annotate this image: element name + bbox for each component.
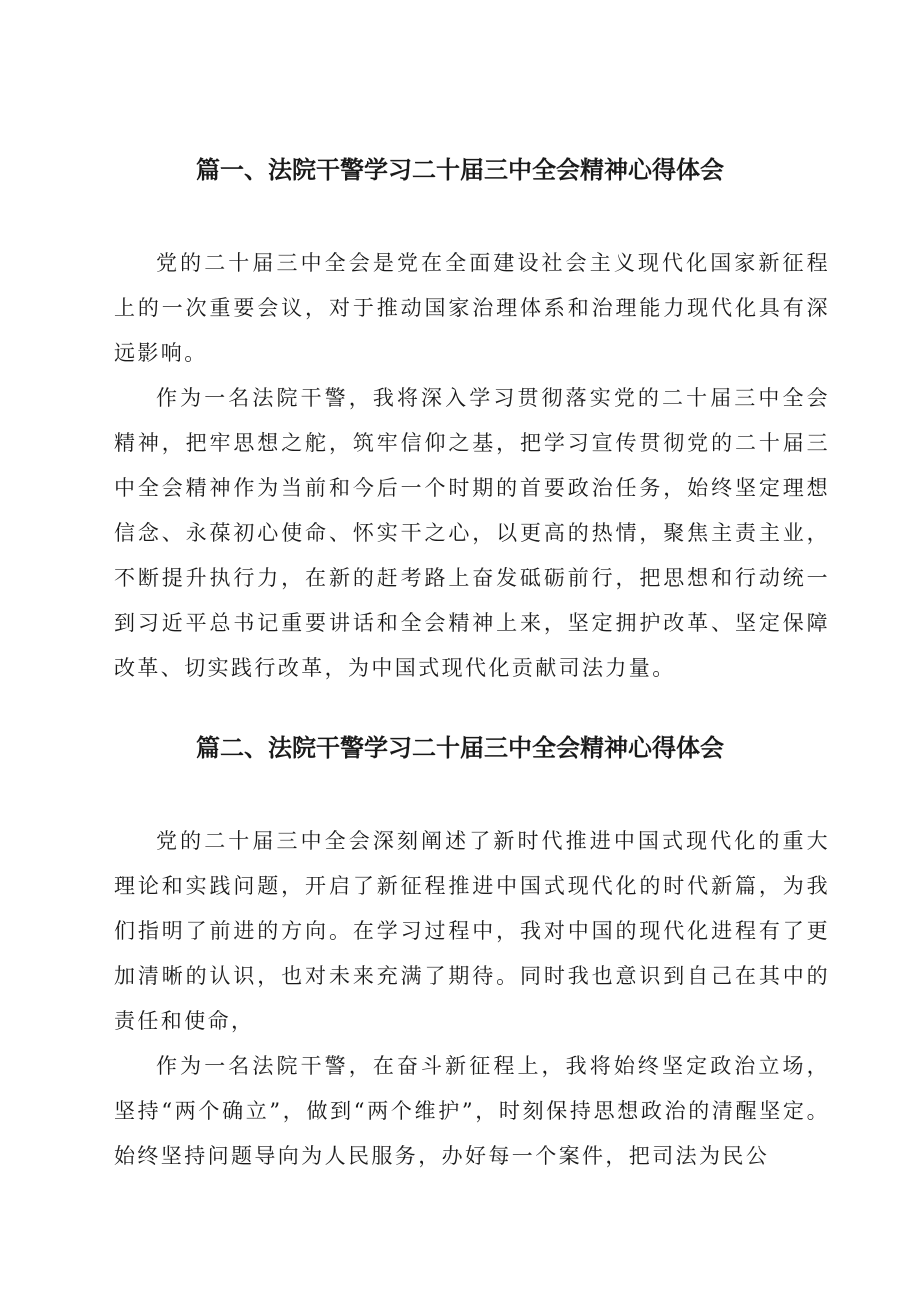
section-title-1: 篇一、法院干警学习二十届三中全会精神心得体会: [196, 156, 724, 184]
paragraph: 作为一名法院干警，在奋斗新征程上，我将始终坚定政治立场，坚持“两个确立”，做到“两个维护”，时刻保持思想政治的清醒坚定。始终坚持问题导向为人民服务，办好每一个案件，把司法为民公: [114, 1054, 830, 1168]
section-body-2: [114, 819, 830, 1179]
section-body-1: [114, 241, 830, 691]
paragraph: 党的二十届三中全会是党在全面建设社会主义现代化国家新征程上的一次重要会议，对于推动国家治理体系和治理能力现代化具有深远影响。: [114, 251, 830, 365]
paragraph: 党的二十届三中全会深刻阐述了新时代推进中国式现代化的重大理论和实践问题，开启了新征程推进中国式现代化的时代新篇，为我们指明了前进的方向。在学习过程中，我对中国的现代化进程有了更加清晰的认识，也对未来充满了期待。同时我也意识到自己在其中的责任和使命，: [114, 829, 830, 1033]
section-title-2: 篇二、法院干警学习二十届三中全会精神心得体会: [196, 734, 724, 762]
paragraph: 作为一名法院干警，我将深入学习贯彻落实党的二十届三中全会精神，把牢思想之舵，筑牢信仰之基，把学习宣传贯彻党的二十届三中全会精神作为当前和今后一个时期的首要政治任务，始终坚定理想信念、永葆初心使命、怀实干之心，以更高的热情，聚焦主责主业，不断提升执行力，在新的赶考路上奋发砥砺前行，把思想和行动统一到习近平总书记重要讲话和全会精神上来，坚定拥护改革、坚定保障改革、切实践行改革，为中国式现代化贡献司法力量。: [114, 386, 830, 680]
